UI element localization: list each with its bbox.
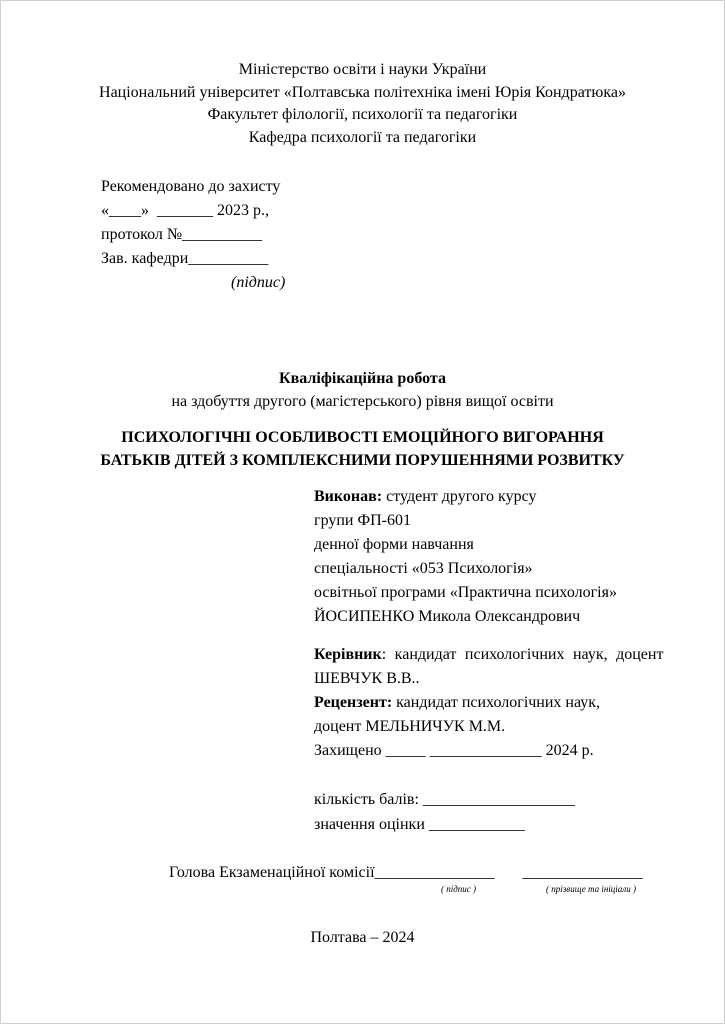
committee-blank-2: _______________ xyxy=(522,864,643,881)
committee-name-note: ( прізвище та ініціали ) xyxy=(546,884,636,894)
supervisor-label: Керівник xyxy=(314,646,382,663)
committee-signature-note: ( підпис ) xyxy=(441,884,477,894)
committee-head-line: Голова Екзаменаційної комісії_______________ xyxy=(169,864,495,881)
defended-line: Захищено _____ ______________ 2024 р. xyxy=(314,742,594,759)
thesis-title-line-2: БАТЬКІВ ДІТЕЙ З КОМПЛЕКСНИМИ ПОРУШЕННЯМИ РОЗВИТКУ xyxy=(100,452,625,469)
approval-recommended: Рекомендовано до захисту xyxy=(101,178,281,195)
grade-mark-line: значення оцінки ____________ xyxy=(314,816,525,833)
author-line-1-rest: студент другого курсу xyxy=(382,488,537,505)
author-name: ЙОСИПЕНКО Микола Олександрович xyxy=(314,608,581,625)
author-block xyxy=(314,485,724,629)
reviewer-line-1-rest: кандидат психологічних наук, xyxy=(392,694,601,711)
university-line: Національний університет «Полтавська політехніка імені Юрія Кондратюка» xyxy=(99,83,626,101)
author-study-form: денної форми навчання xyxy=(314,536,474,553)
reviewer-label: Рецензент: xyxy=(314,694,393,711)
work-kind: Кваліфікаційна робота xyxy=(279,370,446,387)
grades-block xyxy=(314,787,724,837)
supervisor-line-1 xyxy=(314,643,666,667)
supervisor-line-1-rest: : кандидат психологічних наук, доцент xyxy=(381,646,664,663)
faculty-line: Факультет філології, психології та педагогіки xyxy=(207,106,518,123)
department-line: Кафедра психології та педагогіки xyxy=(248,128,477,146)
approval-date: «____» _______ 2023 р., xyxy=(101,202,269,219)
supervisor-block xyxy=(314,643,666,763)
work-kind-block xyxy=(1,367,724,413)
footer-city-year: Полтава – 2024 xyxy=(310,929,415,946)
author-speciality: спеціальності «053 Психологія» xyxy=(314,560,533,577)
author-label: Виконав: xyxy=(314,488,383,505)
approval-block xyxy=(101,175,724,295)
approval-head-of-department: Зав. кафедри__________ xyxy=(101,250,269,267)
committee-notes xyxy=(1,883,724,895)
committee-line xyxy=(169,863,724,883)
signature-note: (підпис) xyxy=(231,274,286,291)
reviewer-line-1 xyxy=(314,691,666,715)
supervisor-name: ШЕВЧУК В.В.. xyxy=(314,670,420,687)
approval-protocol: протокол №__________ xyxy=(101,226,263,243)
thesis-title-line-1: ПСИХОЛОГІЧНІ ОСОБЛИВОСТІ ЕМОЦІЙНОГО ВИГОРАННЯ xyxy=(121,429,604,446)
reviewer-name: доцент МЕЛЬНИЧУК М.М. xyxy=(314,718,506,735)
author-line-1 xyxy=(314,485,724,509)
work-kind-subtitle: на здобуття другого (магістерського) рівня вищої освіти xyxy=(171,393,554,410)
institution-header xyxy=(1,1,724,149)
grade-points-line: кількість балів: ___________________ xyxy=(314,791,575,808)
author-group: групи ФП-601 xyxy=(314,512,411,529)
ministry-line: Міністерство освіти і науки України xyxy=(238,61,487,78)
thesis-title xyxy=(1,426,724,472)
author-program: освітньої програми «Практична психологія» xyxy=(314,584,617,601)
